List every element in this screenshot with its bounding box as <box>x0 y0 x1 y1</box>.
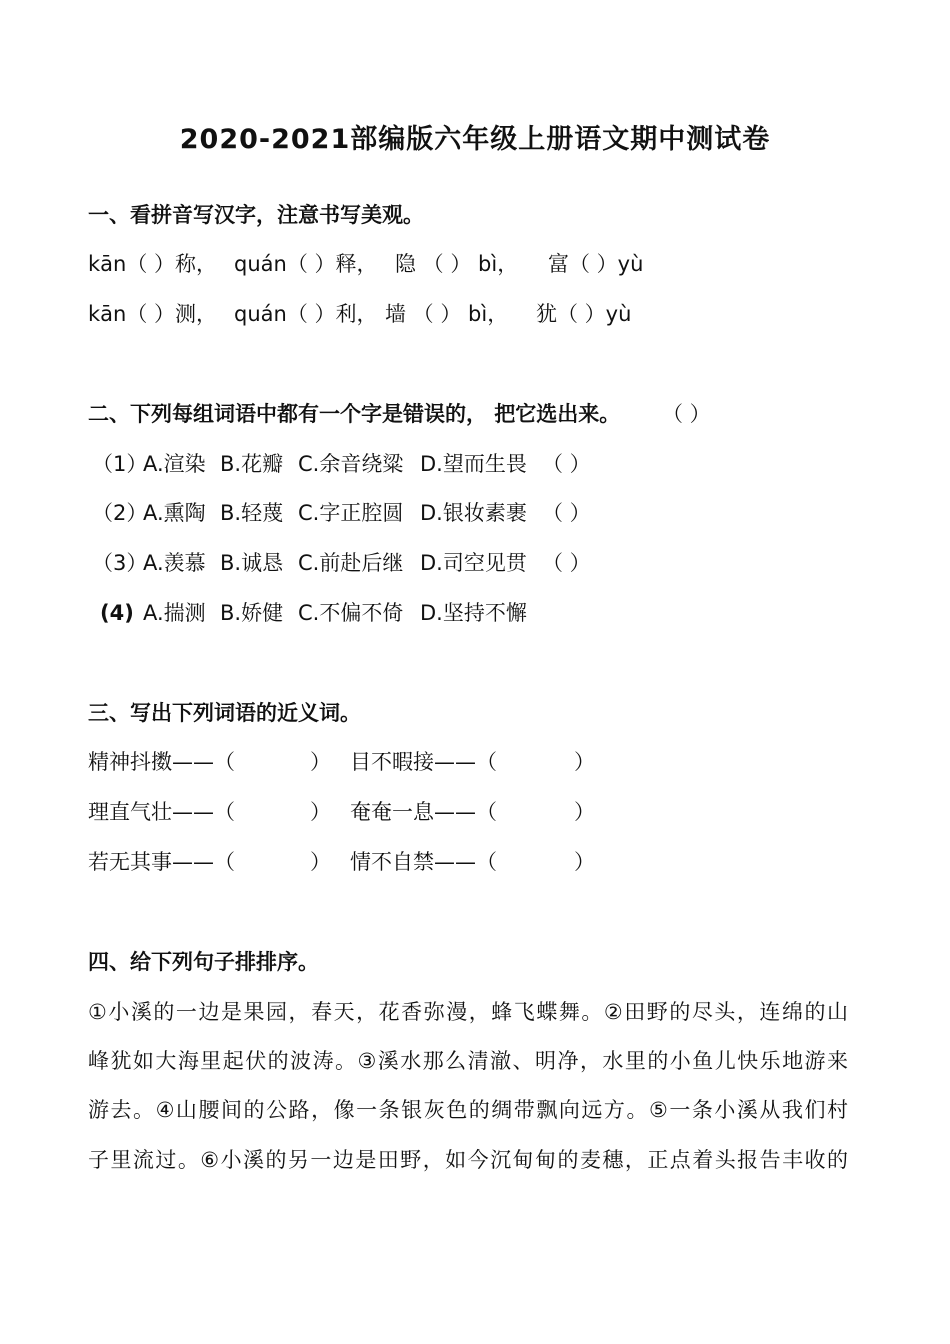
section-3-heading: 三、写出下列词语的近义词。 <box>88 701 361 725</box>
choice-number: （2） <box>92 501 148 525</box>
pinyin-item: kān（ ）称， <box>88 252 218 276</box>
choice-number: （1） <box>92 452 148 476</box>
synonym-word: 理直气壮——（ <box>88 800 235 824</box>
choice-row-1 <box>88 448 848 480</box>
synonym-row-3 <box>88 846 848 878</box>
option-b: B.轻蔑 <box>220 501 284 525</box>
option-d: D.望而生畏 <box>420 452 527 476</box>
section-2-heading-row <box>88 398 848 430</box>
synonym-word: 情不自禁——（ <box>350 850 497 874</box>
option-a: A.熏陶 <box>143 501 206 525</box>
page-title: 2020-2021部编版六年级上册语文期中测试卷 <box>179 124 771 155</box>
synonym-row-2 <box>88 796 848 828</box>
paragraph-line: ①小溪的一边是果园，春天，花香弥漫，蜂飞蝶舞。②田野的尽头，连绵的山 <box>88 1000 848 1024</box>
paragraph-line: 游去。④山腰间的公路，像一条银灰色的绸带飘向远方。⑤一条小溪从我们村 <box>88 1098 848 1122</box>
option-b: B.娇健 <box>220 601 284 625</box>
synonym-word: 精神抖擞——（ <box>88 750 235 774</box>
option-a: A.羡慕 <box>143 551 206 575</box>
pinyin-item: 隐 （ ） bì， <box>395 252 519 276</box>
pinyin-item: quán（ ）利， <box>234 302 378 326</box>
choice-row-3 <box>88 547 848 579</box>
synonym-word: 目不暇接——（ <box>350 750 497 774</box>
pinyin-item: 墙 （ ） bì， <box>385 302 509 326</box>
option-a: A.揣测 <box>143 601 206 625</box>
answer-paren: （ ） <box>542 501 591 525</box>
synonym-word: 奄奄一息——（ <box>350 800 497 824</box>
option-b: B.诚恳 <box>220 551 284 575</box>
pinyin-row-1 <box>88 248 848 280</box>
synonym-close: ） <box>574 800 595 824</box>
pinyin-item: kān（ ）测， <box>88 302 218 326</box>
option-b: B.花瓣 <box>220 452 284 476</box>
pinyin-row-2 <box>88 298 848 330</box>
synonym-close: ） <box>574 850 595 874</box>
answer-paren: （ ） <box>542 452 591 476</box>
synonym-row-1 <box>88 746 848 778</box>
option-d: D.银妆素裹 <box>420 501 527 525</box>
synonym-close: ） <box>310 750 331 774</box>
option-c: C.余音绕粱 <box>298 452 404 476</box>
option-c: C.字正腔圆 <box>298 501 404 525</box>
synonym-close: ） <box>574 750 595 774</box>
paragraph-line: 子里流过。⑥小溪的另一边是田野，如今沉甸甸的麦穗，正点着头报告丰收的 <box>88 1148 848 1172</box>
option-c: C.不偏不倚 <box>298 601 404 625</box>
section-2-heading: 二、下列每组词语中都有一个字是错误的， 把它选出来。 <box>88 402 621 426</box>
pinyin-item: 富（ ）yù <box>548 252 644 276</box>
synonym-close: ） <box>310 850 331 874</box>
option-a: A.渲染 <box>143 452 206 476</box>
answer-paren: （ ） <box>662 402 711 426</box>
synonym-word: 若无其事——（ <box>88 850 235 874</box>
section-1-heading: 一、看拼音写汉字，注意书写美观。 <box>88 203 424 227</box>
pinyin-item: quán（ ）释， <box>234 252 378 276</box>
choice-row-2 <box>88 497 848 529</box>
answer-paren: （ ） <box>542 551 591 575</box>
choice-row-4 <box>88 597 848 629</box>
choice-number: （3） <box>92 551 148 575</box>
section-4-heading: 四、给下列句子排排序。 <box>88 950 319 974</box>
choice-number: (4) <box>100 601 134 625</box>
synonym-close: ） <box>310 800 331 824</box>
paragraph-line: 峰犹如大海里起伏的波涛。③溪水那么清澈、明净，水里的小鱼儿快乐地游来 <box>88 1049 848 1073</box>
pinyin-item: 犹（ ）yù <box>536 302 632 326</box>
option-c: C.前赴后继 <box>298 551 404 575</box>
option-d: D.司空见贯 <box>420 551 527 575</box>
option-d: D.坚持不懈 <box>420 601 527 625</box>
